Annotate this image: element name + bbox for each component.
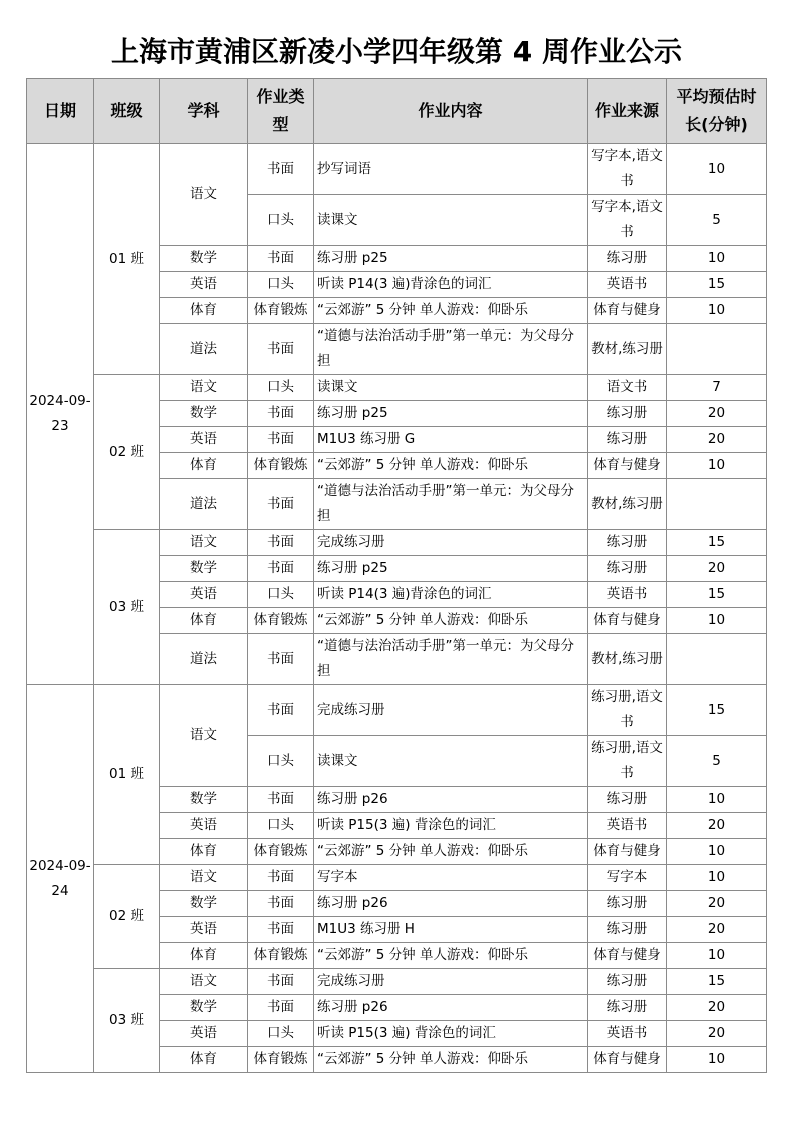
source-cell: 练习册 <box>588 969 667 995</box>
subject-cell: 数学 <box>160 995 248 1021</box>
table-row <box>27 685 767 736</box>
class-cell: 02 班 <box>94 865 160 969</box>
type-cell: 体育锻炼 <box>248 298 314 324</box>
subject-cell: 数学 <box>160 787 248 813</box>
subject-cell: 英语 <box>160 813 248 839</box>
type-cell: 书面 <box>248 634 314 685</box>
source-cell: 练习册 <box>588 787 667 813</box>
type-cell: 体育锻炼 <box>248 453 314 479</box>
subject-cell: 数学 <box>160 891 248 917</box>
source-cell: 体育与健身 <box>588 839 667 865</box>
header-class: 班级 <box>94 79 160 144</box>
content-cell: 读课文 <box>314 195 588 246</box>
time-cell: 20 <box>667 1021 767 1047</box>
time-cell: 10 <box>667 298 767 324</box>
class-cell: 01 班 <box>94 685 160 865</box>
time-cell: 15 <box>667 969 767 995</box>
table-body <box>27 144 767 1073</box>
source-cell: 教材,练习册 <box>588 324 667 375</box>
time-cell: 10 <box>667 246 767 272</box>
source-cell: 体育与健身 <box>588 453 667 479</box>
page-title: 上海市黄浦区新凌小学四年级第 4 周作业公示 <box>111 35 682 68</box>
content-cell: “云郊游” 5 分钟 单人游戏：仰卧乐 <box>314 298 588 324</box>
source-cell: 练习册,语文书 <box>588 685 667 736</box>
content-cell: 读课文 <box>314 736 588 787</box>
source-cell: 练习册 <box>588 246 667 272</box>
content-cell: M1U3 练习册 G <box>314 427 588 453</box>
time-cell: 20 <box>667 556 767 582</box>
content-cell: “云郊游” 5 分钟 单人游戏：仰卧乐 <box>314 453 588 479</box>
type-cell: 书面 <box>248 685 314 736</box>
table-row <box>27 865 767 891</box>
subject-cell: 英语 <box>160 1021 248 1047</box>
table-row <box>27 969 767 995</box>
source-cell: 语文书 <box>588 375 667 401</box>
source-cell: 英语书 <box>588 582 667 608</box>
time-cell: 10 <box>667 608 767 634</box>
type-cell: 口头 <box>248 1021 314 1047</box>
content-cell: 听读 P15(3 遍) 背涂色的词汇 <box>314 813 588 839</box>
content-cell: “道德与法治活动手册”第一单元：为父母分担 <box>314 479 588 530</box>
content-cell: “道德与法治活动手册”第一单元：为父母分担 <box>314 634 588 685</box>
time-cell: 15 <box>667 582 767 608</box>
header-subject: 学科 <box>160 79 248 144</box>
subject-cell: 体育 <box>160 839 248 865</box>
type-cell: 体育锻炼 <box>248 839 314 865</box>
subject-cell: 语文 <box>160 375 248 401</box>
type-cell: 书面 <box>248 865 314 891</box>
type-cell: 体育锻炼 <box>248 1047 314 1073</box>
content-cell: “云郊游” 5 分钟 单人游戏：仰卧乐 <box>314 608 588 634</box>
subject-cell: 语文 <box>160 530 248 556</box>
subject-cell: 语文 <box>160 685 248 787</box>
time-cell: 10 <box>667 787 767 813</box>
time-cell <box>667 324 767 375</box>
type-cell: 书面 <box>248 995 314 1021</box>
subject-cell: 语文 <box>160 865 248 891</box>
table-row <box>27 375 767 401</box>
time-cell: 7 <box>667 375 767 401</box>
source-cell: 英语书 <box>588 813 667 839</box>
content-cell: 听读 P15(3 遍) 背涂色的词汇 <box>314 1021 588 1047</box>
header-row <box>27 79 767 144</box>
subject-cell: 体育 <box>160 943 248 969</box>
subject-cell: 数学 <box>160 556 248 582</box>
subject-cell: 数学 <box>160 401 248 427</box>
time-cell: 20 <box>667 813 767 839</box>
time-cell: 10 <box>667 839 767 865</box>
type-cell: 书面 <box>248 787 314 813</box>
table-row <box>27 144 767 195</box>
content-cell: M1U3 练习册 H <box>314 917 588 943</box>
source-cell: 写字本,语文书 <box>588 195 667 246</box>
time-cell: 15 <box>667 530 767 556</box>
time-cell: 20 <box>667 917 767 943</box>
source-cell: 练习册 <box>588 995 667 1021</box>
content-cell: 完成练习册 <box>314 530 588 556</box>
class-cell: 02 班 <box>94 375 160 530</box>
type-cell: 口头 <box>248 736 314 787</box>
source-cell: 教材,练习册 <box>588 634 667 685</box>
content-cell: 读课文 <box>314 375 588 401</box>
source-cell: 体育与健身 <box>588 1047 667 1073</box>
time-cell: 5 <box>667 195 767 246</box>
time-cell: 20 <box>667 995 767 1021</box>
time-cell: 10 <box>667 453 767 479</box>
subject-cell: 英语 <box>160 427 248 453</box>
time-cell: 10 <box>667 865 767 891</box>
source-cell: 英语书 <box>588 1021 667 1047</box>
header-type: 作业类型 <box>248 79 314 144</box>
class-cell: 03 班 <box>94 530 160 685</box>
subject-cell: 英语 <box>160 582 248 608</box>
source-cell: 体育与健身 <box>588 943 667 969</box>
source-cell: 写字本 <box>588 865 667 891</box>
type-cell: 体育锻炼 <box>248 608 314 634</box>
header-content: 作业内容 <box>314 79 588 144</box>
content-cell: 练习册 p26 <box>314 891 588 917</box>
source-cell: 练习册 <box>588 891 667 917</box>
subject-cell: 体育 <box>160 453 248 479</box>
type-cell: 口头 <box>248 813 314 839</box>
content-cell: 练习册 p26 <box>314 995 588 1021</box>
subject-cell: 语文 <box>160 969 248 995</box>
subject-cell: 体育 <box>160 1047 248 1073</box>
class-cell: 03 班 <box>94 969 160 1073</box>
time-cell: 10 <box>667 943 767 969</box>
content-cell: 练习册 p25 <box>314 401 588 427</box>
time-cell: 5 <box>667 736 767 787</box>
content-cell: 完成练习册 <box>314 685 588 736</box>
time-cell: 10 <box>667 1047 767 1073</box>
type-cell: 体育锻炼 <box>248 943 314 969</box>
time-cell <box>667 479 767 530</box>
header-source: 作业来源 <box>588 79 667 144</box>
type-cell: 书面 <box>248 324 314 375</box>
content-cell: “云郊游” 5 分钟 单人游戏：仰卧乐 <box>314 943 588 969</box>
subject-cell: 道法 <box>160 634 248 685</box>
source-cell: 练习册 <box>588 917 667 943</box>
table-row <box>27 530 767 556</box>
type-cell: 书面 <box>248 401 314 427</box>
header-time: 平均预估时长(分钟) <box>667 79 767 144</box>
source-cell: 练习册 <box>588 427 667 453</box>
type-cell: 口头 <box>248 375 314 401</box>
type-cell: 书面 <box>248 530 314 556</box>
subject-cell: 数学 <box>160 246 248 272</box>
content-cell: 练习册 p25 <box>314 556 588 582</box>
content-cell: “云郊游” 5 分钟 单人游戏：仰卧乐 <box>314 1047 588 1073</box>
time-cell: 20 <box>667 401 767 427</box>
content-cell: 听读 P14(3 遍)背涂色的词汇 <box>314 582 588 608</box>
content-cell: 抄写词语 <box>314 144 588 195</box>
content-cell: 听读 P14(3 遍)背涂色的词汇 <box>314 272 588 298</box>
source-cell: 练习册,语文书 <box>588 736 667 787</box>
header-date: 日期 <box>27 79 94 144</box>
homework-table <box>26 78 767 1073</box>
source-cell: 练习册 <box>588 401 667 427</box>
subject-cell: 英语 <box>160 917 248 943</box>
source-cell: 英语书 <box>588 272 667 298</box>
source-cell: 体育与健身 <box>588 608 667 634</box>
class-cell: 01 班 <box>94 144 160 375</box>
type-cell: 口头 <box>248 195 314 246</box>
type-cell: 书面 <box>248 917 314 943</box>
date-cell: 2024-09-24 <box>27 685 94 1073</box>
subject-cell: 道法 <box>160 479 248 530</box>
type-cell: 书面 <box>248 246 314 272</box>
type-cell: 口头 <box>248 582 314 608</box>
type-cell: 书面 <box>248 479 314 530</box>
subject-cell: 语文 <box>160 144 248 246</box>
time-cell: 15 <box>667 272 767 298</box>
subject-cell: 体育 <box>160 298 248 324</box>
time-cell: 10 <box>667 144 767 195</box>
source-cell: 体育与健身 <box>588 298 667 324</box>
source-cell: 练习册 <box>588 556 667 582</box>
source-cell: 练习册 <box>588 530 667 556</box>
content-cell: 写字本 <box>314 865 588 891</box>
type-cell: 书面 <box>248 891 314 917</box>
type-cell: 口头 <box>248 272 314 298</box>
source-cell: 教材,练习册 <box>588 479 667 530</box>
content-cell: 练习册 p26 <box>314 787 588 813</box>
time-cell: 20 <box>667 427 767 453</box>
time-cell: 15 <box>667 685 767 736</box>
date-cell: 2024-09-23 <box>27 144 94 685</box>
type-cell: 书面 <box>248 556 314 582</box>
content-cell: “道德与法治活动手册”第一单元：为父母分担 <box>314 324 588 375</box>
time-cell: 20 <box>667 891 767 917</box>
subject-cell: 体育 <box>160 608 248 634</box>
type-cell: 书面 <box>248 969 314 995</box>
content-cell: 练习册 p25 <box>314 246 588 272</box>
source-cell: 写字本,语文书 <box>588 144 667 195</box>
content-cell: 完成练习册 <box>314 969 588 995</box>
type-cell: 书面 <box>248 427 314 453</box>
type-cell: 书面 <box>248 144 314 195</box>
subject-cell: 道法 <box>160 324 248 375</box>
content-cell: “云郊游” 5 分钟 单人游戏：仰卧乐 <box>314 839 588 865</box>
time-cell <box>667 634 767 685</box>
subject-cell: 英语 <box>160 272 248 298</box>
